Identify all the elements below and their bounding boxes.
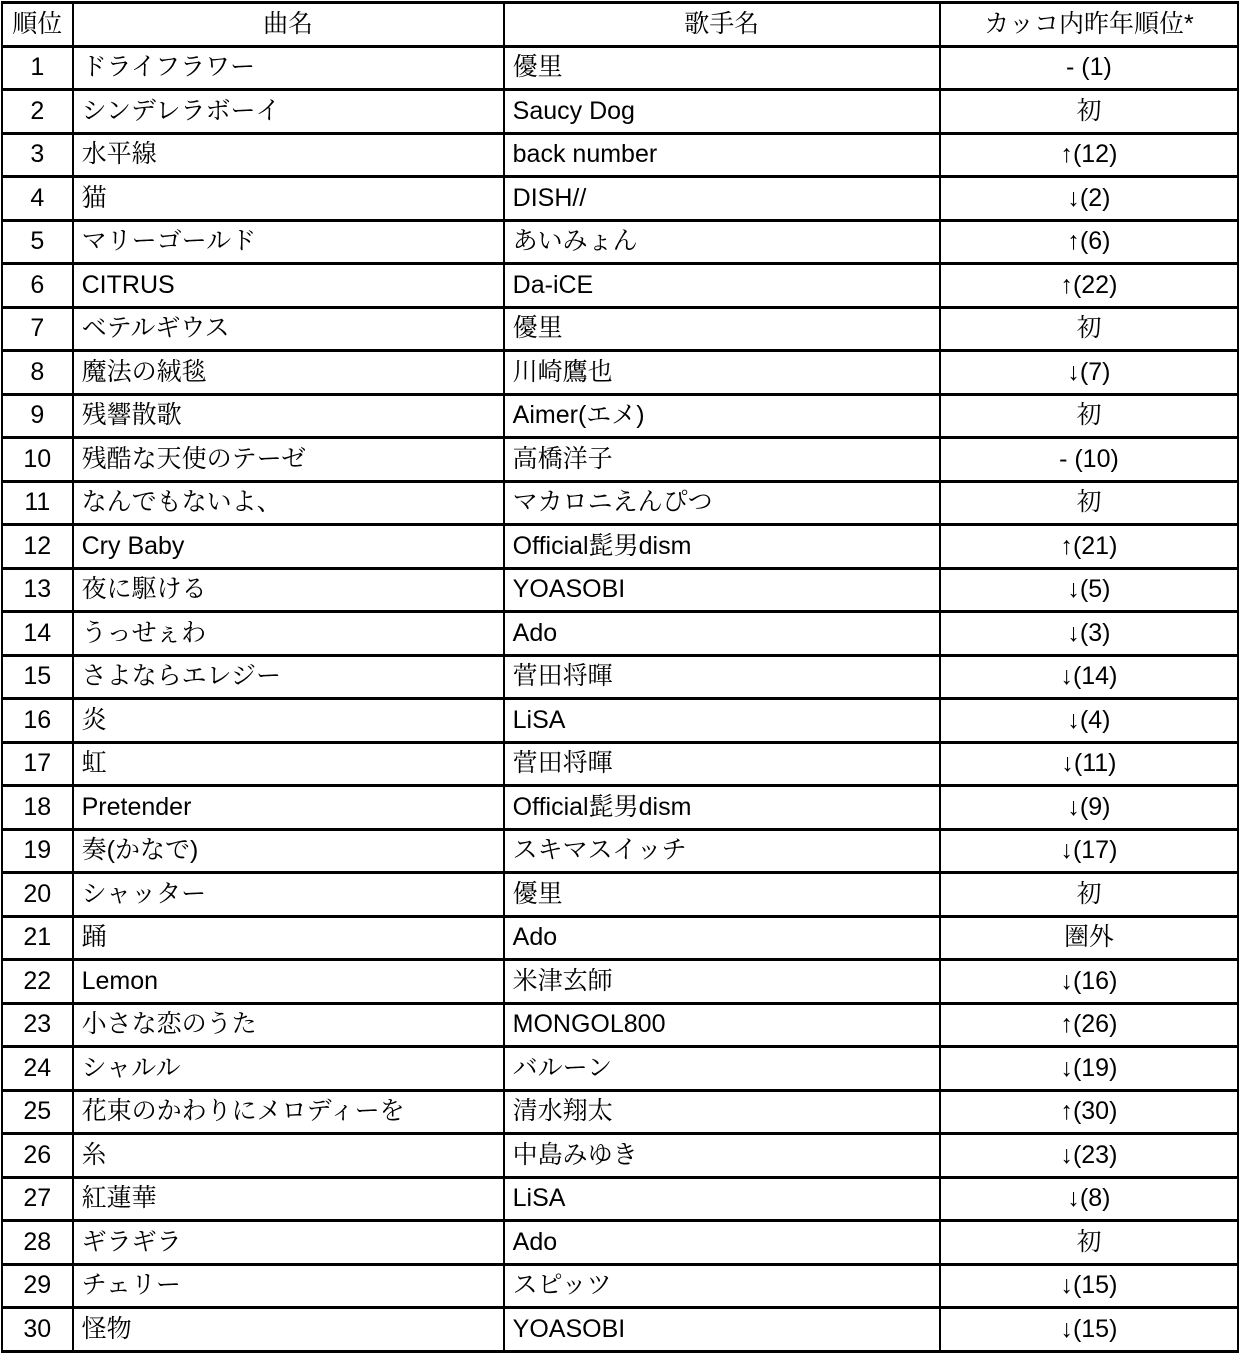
artist-name-cell: 優里 [504,873,940,917]
song-title-cell: シンデレラボーイ [73,90,504,134]
song-title-cell: 奏(かなで) [73,829,504,873]
artist-name-cell: 中島みゆき [504,1134,940,1178]
rank-cell: 18 [2,786,73,830]
artist-name-cell: バルーン [504,1047,940,1091]
rank-cell: 13 [2,568,73,612]
table-row [2,525,1238,569]
artist-name-cell: 菅田将暉 [504,742,940,786]
previous-rank-cell: 圏外 [940,916,1238,960]
rank-cell: 14 [2,612,73,656]
previous-rank-cell: ↓(23) [940,1134,1238,1178]
table-row [2,1047,1238,1091]
rank-cell: 8 [2,351,73,395]
song-title-cell: Lemon [73,960,504,1004]
song-title-cell: 夜に駆ける [73,568,504,612]
header-rank: 順位 [2,3,73,47]
previous-rank-cell: ↓(4) [940,699,1238,743]
artist-name-cell: 菅田将暉 [504,655,940,699]
table-row [2,1264,1238,1308]
table-row [2,307,1238,351]
previous-rank-cell: 初 [940,307,1238,351]
artist-name-cell: 川崎鷹也 [504,351,940,395]
rank-cell: 24 [2,1047,73,1091]
artist-name-cell: スキマスイッチ [504,829,940,873]
song-title-cell: チェリー [73,1264,504,1308]
rank-cell: 22 [2,960,73,1004]
header-song-title: 曲名 [73,3,504,47]
rank-cell: 1 [2,46,73,90]
previous-rank-cell: ↑(12) [940,133,1238,177]
artist-name-cell: DISH// [504,177,940,221]
rank-cell: 19 [2,829,73,873]
previous-rank-cell: ↓(15) [940,1308,1238,1352]
table-row [2,90,1238,134]
song-title-cell: 残酷な天使のテーゼ [73,438,504,482]
rank-cell: 17 [2,742,73,786]
table-row [2,916,1238,960]
table-row [2,699,1238,743]
artist-name-cell: Ado [504,916,940,960]
previous-rank-cell: 初 [940,873,1238,917]
table-row [2,612,1238,656]
rank-cell: 21 [2,916,73,960]
rank-cell: 27 [2,1177,73,1221]
previous-rank-cell: ↓(14) [940,655,1238,699]
previous-rank-cell: ↓(3) [940,612,1238,656]
previous-rank-cell: ↑(30) [940,1090,1238,1134]
artist-name-cell: Ado [504,612,940,656]
table-row [2,786,1238,830]
rank-cell: 10 [2,438,73,482]
previous-rank-cell: ↓(16) [940,960,1238,1004]
artist-name-cell: Ado [504,1221,940,1265]
previous-rank-cell: 初 [940,394,1238,438]
previous-rank-cell: ↓(9) [940,786,1238,830]
song-title-cell: 糸 [73,1134,504,1178]
rank-cell: 11 [2,481,73,525]
table-row [2,133,1238,177]
artist-name-cell: LiSA [504,699,940,743]
artist-name-cell: back number [504,133,940,177]
rank-cell: 7 [2,307,73,351]
rank-cell: 30 [2,1308,73,1352]
rank-cell: 25 [2,1090,73,1134]
artist-name-cell: マカロニえんぴつ [504,481,940,525]
song-title-cell: 水平線 [73,133,504,177]
song-title-cell: 残響散歌 [73,394,504,438]
rank-cell: 23 [2,1003,73,1047]
previous-rank-cell: 初 [940,1221,1238,1265]
rank-cell: 28 [2,1221,73,1265]
rank-cell: 12 [2,525,73,569]
table-row [2,1221,1238,1265]
song-title-cell: 紅蓮華 [73,1177,504,1221]
song-title-cell: シャッター [73,873,504,917]
header-artist-name: 歌手名 [504,3,940,47]
previous-rank-cell: ↓(17) [940,829,1238,873]
song-title-cell: シャルル [73,1047,504,1091]
artist-name-cell: Official髭男dism [504,786,940,830]
artist-name-cell: MONGOL800 [504,1003,940,1047]
artist-name-cell: 清水翔太 [504,1090,940,1134]
song-title-cell: CITRUS [73,264,504,308]
table-row [2,742,1238,786]
song-title-cell: 魔法の絨毯 [73,351,504,395]
previous-rank-cell: ↓(15) [940,1264,1238,1308]
table-row [2,655,1238,699]
artist-name-cell: YOASOBI [504,1308,940,1352]
table-row [2,177,1238,221]
rank-cell: 26 [2,1134,73,1178]
table-row [2,960,1238,1004]
song-title-cell: 小さな恋のうた [73,1003,504,1047]
table-row [2,1177,1238,1221]
rank-cell: 20 [2,873,73,917]
song-title-cell: ドライフラワー [73,46,504,90]
song-title-cell: 怪物 [73,1308,504,1352]
artist-name-cell: LiSA [504,1177,940,1221]
song-title-cell: なんでもないよ、 [73,481,504,525]
table-row [2,1308,1238,1352]
song-ranking-table [1,1,1239,1353]
table-row [2,1003,1238,1047]
previous-rank-cell: ↓(8) [940,1177,1238,1221]
rank-cell: 16 [2,699,73,743]
previous-rank-cell: ↓(19) [940,1047,1238,1091]
previous-rank-cell: - (1) [940,46,1238,90]
rank-cell: 15 [2,655,73,699]
previous-rank-cell: 初 [940,481,1238,525]
table-row [2,568,1238,612]
previous-rank-cell: ↑(22) [940,264,1238,308]
artist-name-cell: あいみょん [504,220,940,264]
table-row [2,264,1238,308]
artist-name-cell: Da-iCE [504,264,940,308]
song-title-cell: 虹 [73,742,504,786]
rank-cell: 5 [2,220,73,264]
table-row [2,1134,1238,1178]
previous-rank-cell: ↑(26) [940,1003,1238,1047]
table-row [2,873,1238,917]
song-title-cell: Pretender [73,786,504,830]
artist-name-cell: 高橋洋子 [504,438,940,482]
table-row [2,46,1238,90]
artist-name-cell: 米津玄師 [504,960,940,1004]
table-row [2,220,1238,264]
previous-rank-cell: ↓(7) [940,351,1238,395]
artist-name-cell: スピッツ [504,1264,940,1308]
song-title-cell: 猫 [73,177,504,221]
song-title-cell: 花束のかわりにメロディーを [73,1090,504,1134]
previous-rank-cell: ↓(5) [940,568,1238,612]
previous-rank-cell: 初 [940,90,1238,134]
song-title-cell: さよならエレジー [73,655,504,699]
rank-cell: 3 [2,133,73,177]
song-title-cell: 炎 [73,699,504,743]
rank-cell: 9 [2,394,73,438]
previous-rank-cell: - (10) [940,438,1238,482]
previous-rank-cell: ↓(11) [940,742,1238,786]
header-previous-year-rank: カッコ内昨年順位* [940,3,1238,47]
artist-name-cell: Aimer(エメ) [504,394,940,438]
rank-cell: 2 [2,90,73,134]
song-title-cell: ギラギラ [73,1221,504,1265]
previous-rank-cell: ↑(21) [940,525,1238,569]
song-title-cell: ベテルギウス [73,307,504,351]
rank-cell: 4 [2,177,73,221]
table-row [2,438,1238,482]
table-row [2,481,1238,525]
header-row [2,3,1238,47]
rank-cell: 6 [2,264,73,308]
artist-name-cell: 優里 [504,307,940,351]
table-body [2,46,1238,1351]
song-title-cell: Cry Baby [73,525,504,569]
artist-name-cell: 優里 [504,46,940,90]
artist-name-cell: Saucy Dog [504,90,940,134]
previous-rank-cell: ↑(6) [940,220,1238,264]
rank-cell: 29 [2,1264,73,1308]
song-title-cell: マリーゴールド [73,220,504,264]
table-row [2,394,1238,438]
previous-rank-cell: ↓(2) [940,177,1238,221]
song-title-cell: うっせぇわ [73,612,504,656]
table-row [2,1090,1238,1134]
song-title-cell: 踊 [73,916,504,960]
artist-name-cell: Official髭男dism [504,525,940,569]
table-row [2,351,1238,395]
table-row [2,829,1238,873]
artist-name-cell: YOASOBI [504,568,940,612]
